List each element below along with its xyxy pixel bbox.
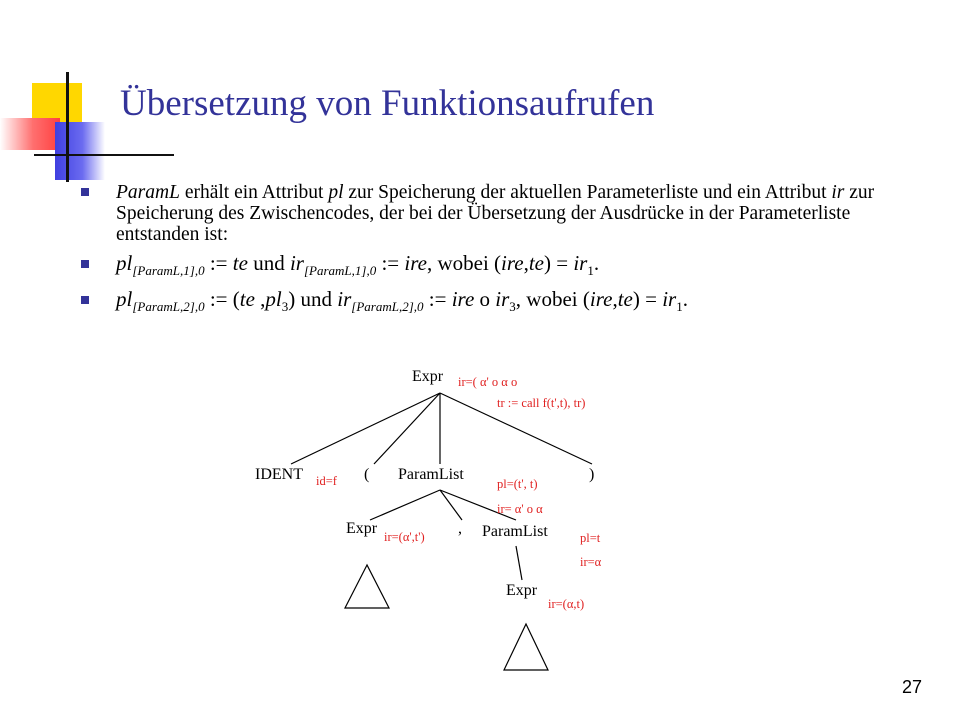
math-text: , wobei (: [515, 287, 590, 311]
math-text: , wobei (: [426, 251, 502, 275]
annotation-paramlist1-ir: ir= α' o α: [497, 502, 543, 516]
edge-root-lparen: [374, 393, 440, 464]
math-subscript: 1: [676, 299, 683, 314]
math-ir: ir: [289, 251, 304, 275]
math-ir: ir: [495, 287, 510, 311]
math-subscript: [ParamL,2],0: [351, 299, 424, 314]
node-paramlist-2: ParamList: [482, 523, 548, 540]
text-segment: zur Speicherung der aktuellen Parameterliste und ein Attribut: [343, 182, 832, 203]
math-text: ,: [254, 287, 266, 311]
math-ire: ire: [589, 287, 613, 311]
math-text: ) =: [544, 251, 574, 275]
text-pl: pl: [328, 182, 344, 203]
text-segment: erhält ein Attribut: [179, 182, 329, 203]
edge-paramlist2-expr: [516, 546, 522, 580]
text-paraml: ParamL: [116, 182, 180, 203]
node-rparen: ): [589, 466, 595, 483]
node-ident: IDENT: [255, 466, 303, 483]
math-ire: ire: [451, 287, 475, 311]
annotation-paramlist2-pl: pl=t: [580, 531, 601, 545]
node-comma: ,: [458, 520, 462, 537]
math-text: :=: [376, 251, 405, 275]
text-segment: zur Speicherung des Zwischencodes, der bei der Übersetzung der Ausdrücke in der Parameterliste entstanden ist:: [116, 182, 875, 245]
math-text: ) und: [288, 287, 338, 311]
subtree-triangle-bottom: [504, 624, 548, 670]
node-paramlist-1: ParamList: [398, 466, 464, 483]
annotation-expr-left-ir: ir=(α',t'): [384, 530, 425, 544]
math-ir: ir: [337, 287, 352, 311]
math-subscript: [ParamL,2],0: [132, 299, 205, 314]
subtree-triangle-left: [345, 565, 389, 608]
annotation-root-tr: tr := call f(t',t), tr): [497, 396, 586, 410]
math-text: und: [247, 251, 290, 275]
math-ir: ir: [662, 287, 677, 311]
math-te: te: [239, 287, 255, 311]
math-text: ) =: [632, 287, 663, 311]
node-expr-left: Expr: [346, 520, 378, 537]
math-text: ,: [523, 251, 529, 275]
math-te: te: [617, 287, 633, 311]
math-pl: pl: [116, 251, 133, 275]
math-text: := (: [204, 287, 240, 311]
math-text: :=: [423, 287, 452, 311]
math-pl: pl: [116, 287, 133, 311]
edge-root-ident: [291, 393, 440, 464]
node-expr-bottom: Expr: [506, 582, 538, 599]
math-ire: ire: [501, 251, 524, 275]
math-subscript: [ParamL,1],0: [132, 263, 205, 278]
math-subscript: 3: [509, 299, 516, 314]
slide-title: Übersetzung von Funktionsaufrufen: [120, 83, 655, 124]
math-text: ,: [612, 287, 618, 311]
annotation-expr-bottom-ir: ir=(α,t): [548, 597, 585, 611]
annotation-paramlist1-pl: pl=(t', t): [497, 477, 538, 491]
annotation-id: id=f: [316, 474, 337, 488]
math-ire: ire: [404, 251, 427, 275]
math-subscript: [ParamL,1],0: [303, 263, 377, 278]
math-subscript: 3: [281, 299, 289, 314]
edge-paramlist-expr: [370, 490, 440, 520]
math-te: te: [232, 251, 248, 275]
annotation-root-ir: ir=( α' o α o: [458, 375, 518, 389]
math-circ-operator: o: [474, 287, 496, 311]
math-pl: pl: [265, 287, 282, 311]
math-subscript: 1: [587, 263, 594, 278]
annotation-paramlist2-ir: ir=α: [580, 555, 602, 569]
math-text: .: [593, 251, 600, 275]
node-lparen: (: [364, 466, 370, 483]
math-text: .: [682, 287, 688, 311]
node-expr-root: Expr: [412, 368, 444, 385]
text-ir: ir: [831, 182, 845, 203]
math-text: :=: [204, 251, 233, 275]
math-te: te: [528, 251, 544, 275]
math-ir: ir: [573, 251, 588, 275]
page-number: 27: [902, 677, 923, 697]
